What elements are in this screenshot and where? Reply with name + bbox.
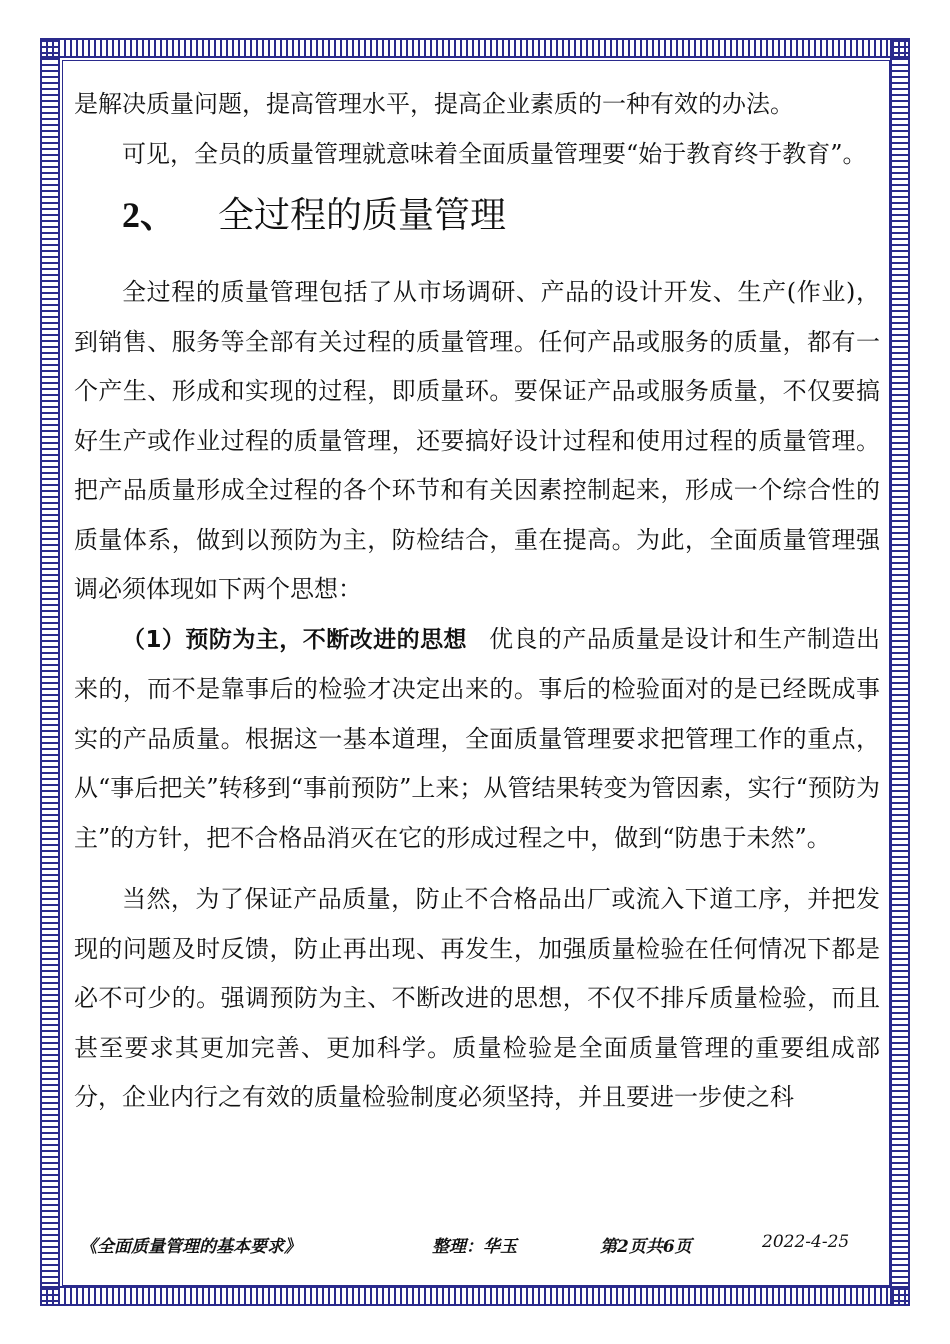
footer-date: 2022-4-25 [762, 1232, 850, 1252]
paragraph-continued: 是解决质量问题，提高管理水平，提高企业素质的一种有效的办法。 [74, 90, 794, 118]
footer-editor: 整理：华玉 [432, 1237, 517, 1257]
paragraph-process-management: 全过程的质量管理包括了从市场调研、产品的设计开发、生产(作业)，到销售、服务等全部有关过程的质量管理。任何产品或服务的质量，都有一个产生、形成和实现的过程，即质量环。要保证产品或服务质量，不仅要搞好生产或作业过程的质量管理，还要搞好设计过程和使用过程的质量管理。把产品质量形成全过程的各个环节和有关因素控制起来，形成一个综合性的质量体系，做到以预防为主，防检结合，重在提高。为此，全面质量管理强调必须体现如下两个思想： [74, 278, 880, 603]
footer-page-number: 第2页共6页 [600, 1237, 692, 1257]
footer-document-title: 《全面质量管理的基本要求》 [80, 1237, 301, 1257]
page-footer [80, 1232, 870, 1262]
paragraph-point-1 [74, 615, 880, 864]
point-1-text: 优良的产品质量是设计和生产制造出来的，而不是靠事后的检验才决定出来的。事后的检验面对的是已经既成事实的产品质量。根据这一基本道理，全面质量管理要求把管理工作的重点，从“事后把关”转移到“事前预防”上来；从管结果转变为管因素，实行“预防为主”的方针，把不合格品消灭在它的形成过程之中，做到“防患于未然”。 [74, 624, 880, 852]
section-heading [74, 185, 880, 246]
paragraph-inspection: 当然，为了保证产品质量，防止不合格品出厂或流入下道工序，并把发现的问题及时反馈，防止再出现、再发生，加强质量检验在任何情况下都是必不可少的。强调预防为主、不断改进的思想，不仅不排斥质量检验，而且甚至要求其更加完善、更加科学。质量检验是全面质量管理的重要组成部分，企业内行之有效的质量检验制度必须坚持，并且要进一步使之科 [74, 885, 880, 1111]
decorative-border-bottom [40, 1286, 910, 1306]
point-1-heading: （1）预防为主，不断改进的思想 [122, 626, 467, 653]
decorative-border-top [40, 38, 910, 58]
section-title: 全过程的质量管理 [218, 195, 507, 236]
paragraph-education: 可见，全员的质量管理就意味着全面质量管理要“始于教育终于教育”。 [122, 139, 867, 168]
decorative-border-left [40, 40, 60, 1304]
section-number: 2、 [122, 195, 177, 235]
decorative-border-right [890, 40, 910, 1304]
document-body [74, 80, 880, 1123]
